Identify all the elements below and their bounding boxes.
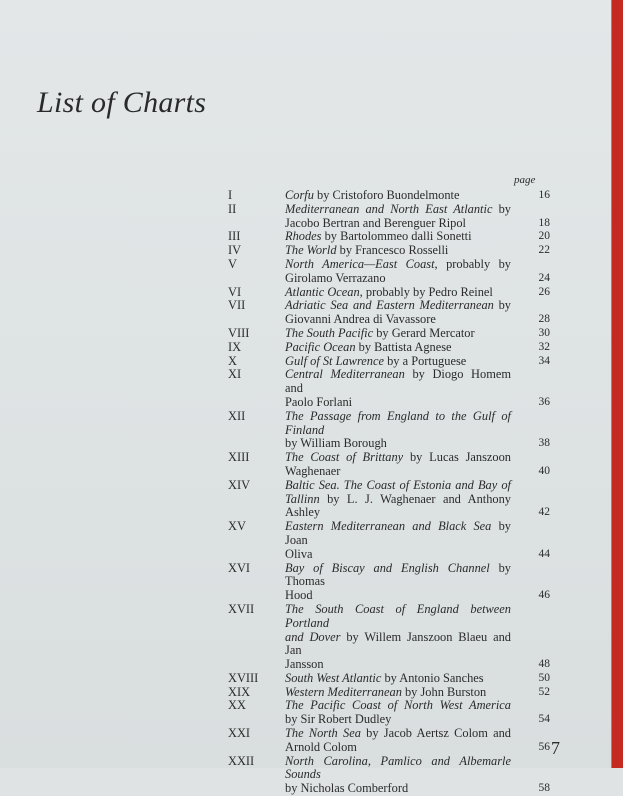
chart-title: North America—East Coast <box>285 256 435 271</box>
chart-title: and Dover <box>285 629 341 644</box>
chart-author: Jacobo Bertran and Berenguer Ripol <box>285 215 466 230</box>
list-entry <box>228 327 554 341</box>
chart-title: The North Sea <box>285 726 361 741</box>
chart-numeral: XIX <box>228 684 251 699</box>
chart-title: Corfu <box>285 188 314 202</box>
chart-numeral: XXII <box>228 753 255 768</box>
chart-author: by Thomas <box>285 560 511 589</box>
page-column-header: page <box>514 174 536 186</box>
chart-list <box>228 189 554 796</box>
chart-author: Waghenaer <box>285 463 341 478</box>
entry-line <box>285 672 511 686</box>
list-entry <box>228 672 554 686</box>
entry-line <box>285 244 511 258</box>
chart-title: South West Atlantic <box>285 670 382 685</box>
entry-line <box>285 437 511 451</box>
entry-page-number: 36 <box>538 395 550 408</box>
chart-numeral: VI <box>228 284 242 299</box>
list-entry <box>228 699 554 727</box>
entry-text <box>285 244 511 258</box>
chart-title: The Coast of Brittany <box>285 450 404 465</box>
list-entry <box>228 603 554 672</box>
entry-page-number: 54 <box>538 713 550 726</box>
chart-author: by Diogo Homem and <box>285 367 511 396</box>
chart-author: by Jacob Aertsz Colom and <box>360 726 511 741</box>
entry-text <box>285 230 511 244</box>
chart-title: Mediterranean and North East Atlantic <box>285 201 493 216</box>
chart-author: by <box>492 201 511 216</box>
entry-text <box>285 327 511 341</box>
chart-author: by Lucas Janszoon <box>403 450 511 465</box>
entry-line <box>285 272 511 286</box>
entry-line <box>285 410 511 438</box>
chart-title: Atlantic Ocean <box>285 284 360 299</box>
entry-line <box>285 658 511 672</box>
chart-author: by William Borough <box>285 436 387 451</box>
entry-line <box>285 589 511 603</box>
chart-title: Bay of Biscay and English Channel <box>285 560 490 575</box>
list-entry <box>228 299 554 327</box>
entry-line <box>285 548 511 562</box>
chart-author: by Cristoforo Buondelmonte <box>313 188 460 202</box>
entry-page-number: 46 <box>538 589 550 602</box>
chart-author: , probably by <box>434 256 511 271</box>
entry-text <box>285 203 511 231</box>
chart-author: by Antonio Sanches <box>381 670 484 685</box>
entry-page-number: 42 <box>538 506 550 519</box>
entry-text <box>285 603 511 672</box>
entry-line <box>285 341 511 355</box>
entry-line <box>285 493 511 507</box>
entry-line <box>285 203 511 217</box>
chart-author: Arnold Colom <box>285 739 357 754</box>
entry-line <box>285 699 511 713</box>
entry-page-number: 32 <box>538 340 550 353</box>
list-entry <box>228 244 554 258</box>
chart-title: Adriatic Sea and Eastern Mediterranean <box>285 298 494 313</box>
chart-numeral: V <box>228 256 237 271</box>
entry-page-number: 48 <box>538 658 550 671</box>
list-entry <box>228 520 554 561</box>
list-entry <box>228 562 554 603</box>
chart-title: The World <box>285 243 337 258</box>
chart-title: Gulf of St Lawrence <box>285 353 385 368</box>
entry-line <box>285 217 511 231</box>
entry-page-number: 26 <box>538 285 550 298</box>
entry-line <box>285 603 511 631</box>
chart-numeral: X <box>228 353 237 368</box>
entry-line <box>285 368 511 396</box>
list-entry <box>228 410 554 451</box>
entry-page-number: 44 <box>538 547 550 560</box>
chart-numeral: XIV <box>228 477 251 492</box>
entry-page-number: 28 <box>538 313 550 326</box>
entry-page-number: 30 <box>538 326 550 339</box>
entry-line <box>285 727 511 741</box>
chart-author: by Bartolommeo dalli Sonetti <box>321 229 472 244</box>
entry-page-number: 56 <box>538 740 550 753</box>
list-entry <box>228 230 554 244</box>
chart-numeral: XX <box>228 698 246 713</box>
entry-line <box>285 230 511 244</box>
chart-numeral: XIII <box>228 450 250 465</box>
chart-title: Pacific Ocean <box>285 339 356 354</box>
list-entry <box>228 189 554 203</box>
list-entry <box>228 286 554 300</box>
list-entry <box>228 355 554 369</box>
entry-page-number: 50 <box>538 671 550 684</box>
list-entry <box>228 203 554 231</box>
entry-line <box>285 327 511 341</box>
entry-text <box>285 341 511 355</box>
entry-page-number: 58 <box>538 782 550 795</box>
entry-page-number: 52 <box>538 685 550 698</box>
entry-line <box>285 631 511 659</box>
chart-numeral: I <box>228 188 233 202</box>
entry-text <box>285 755 511 796</box>
entry-line <box>285 451 511 465</box>
entry-text <box>285 727 511 755</box>
list-entry <box>228 368 554 409</box>
chart-numeral: XXI <box>228 726 251 741</box>
chart-author: Ashley <box>285 505 321 520</box>
chart-author: Paolo Forlani <box>285 394 353 409</box>
entry-text <box>285 699 511 727</box>
entry-text <box>285 686 511 700</box>
entry-page-number: 22 <box>538 244 550 257</box>
chart-author: by Joan <box>285 519 511 547</box>
chart-author: by L. J. Waghenaer and Anthony <box>319 491 511 506</box>
chart-author: Giovanni Andrea di Vavassore <box>285 312 436 327</box>
chart-author: Girolamo Verrazano <box>285 270 386 285</box>
chart-title: The Passage from England to the Gulf of Finland <box>285 408 511 437</box>
entry-text <box>285 189 511 203</box>
chart-numeral: IV <box>228 243 242 258</box>
chart-numeral: XV <box>228 519 246 534</box>
chart-title: The South Coast of England between Portland <box>285 601 511 630</box>
list-entry <box>228 451 554 479</box>
entry-text <box>285 672 511 686</box>
chart-author: by Sir Robert Dudley <box>285 712 392 727</box>
entry-line <box>285 562 511 590</box>
chart-author: by <box>493 298 511 313</box>
chart-title: Western Mediterranean <box>285 684 402 699</box>
entry-page-number: 20 <box>538 230 550 243</box>
entry-line <box>285 755 511 783</box>
chart-author: by Willem Janszoon Blaeu and Jan <box>285 629 511 658</box>
entry-page-number: 16 <box>538 189 550 201</box>
entry-page-number: 40 <box>538 464 550 477</box>
entry-text <box>285 520 511 561</box>
entry-line <box>285 479 511 493</box>
entry-page-number: 34 <box>538 354 550 367</box>
chart-author: by Nicholas Comberford <box>285 781 409 796</box>
chart-title: Central Mediterranean <box>285 367 405 382</box>
list-entry <box>228 755 554 796</box>
entry-line <box>285 741 511 755</box>
chart-title: Rhodes <box>285 229 322 244</box>
chart-title: The South Pacific <box>285 325 374 340</box>
entry-line <box>285 713 511 727</box>
chart-numeral: IX <box>228 339 242 354</box>
chart-numeral: XII <box>228 408 246 423</box>
entry-text <box>285 286 511 300</box>
entry-line <box>285 686 511 700</box>
chart-author: by John Burston <box>401 684 487 699</box>
chart-numeral: II <box>228 201 237 216</box>
chart-numeral: XI <box>228 367 242 382</box>
page-title: List of Charts <box>37 86 207 119</box>
entry-text <box>285 355 511 369</box>
chart-author: Oliva <box>285 546 313 561</box>
chart-numeral: XVII <box>228 601 255 616</box>
entry-text <box>285 299 511 327</box>
chart-author: by a Portuguese <box>384 353 467 368</box>
entry-text <box>285 368 511 409</box>
chart-title: The Pacific Coast of North West America <box>285 698 511 713</box>
entry-line <box>285 396 511 410</box>
entry-page-number: 24 <box>538 271 550 284</box>
chart-author: by Francesco Rosselli <box>336 243 449 258</box>
list-entry <box>228 727 554 755</box>
chart-numeral: III <box>228 229 241 244</box>
chart-author: by Battista Agnese <box>355 339 452 354</box>
chart-numeral: XVI <box>228 560 251 575</box>
entry-text <box>285 410 511 451</box>
entry-line <box>285 313 511 327</box>
entry-line <box>285 189 511 203</box>
entry-text <box>285 451 511 479</box>
entry-text <box>285 479 511 520</box>
list-entry <box>228 258 554 286</box>
entry-page-number: 38 <box>538 437 550 450</box>
chart-numeral: XVIII <box>228 670 259 685</box>
chart-title: Eastern Mediterranean and Black Sea <box>285 519 492 534</box>
entry-line <box>285 782 511 796</box>
chart-numeral: VIII <box>228 325 250 340</box>
entry-text <box>285 562 511 603</box>
red-book-edge <box>611 0 623 768</box>
list-entry <box>228 479 554 520</box>
entry-line <box>285 299 511 313</box>
entry-page-number: 18 <box>538 216 550 229</box>
entry-line <box>285 520 511 548</box>
entry-text <box>285 258 511 286</box>
chart-author: Jansson <box>285 657 324 672</box>
entry-line <box>285 506 511 520</box>
entry-line <box>285 355 511 369</box>
list-entry <box>228 686 554 700</box>
chart-title: Tallinn <box>285 491 320 506</box>
entry-line <box>285 258 511 272</box>
chart-numeral: VII <box>228 298 246 313</box>
chart-title: North Carolina, Pamlico and Albemarle Sounds <box>285 753 511 782</box>
chart-author: Hood <box>285 588 313 603</box>
chart-title: Baltic Sea. The Coast of Estonia and Bay of <box>285 477 511 492</box>
list-entry <box>228 341 554 355</box>
chart-author: by Gerard Mercator <box>373 325 475 340</box>
entry-line <box>285 286 511 300</box>
chart-author: , probably by Pedro Reinel <box>359 284 493 299</box>
entry-line <box>285 465 511 479</box>
page-number: 7 <box>551 738 560 758</box>
